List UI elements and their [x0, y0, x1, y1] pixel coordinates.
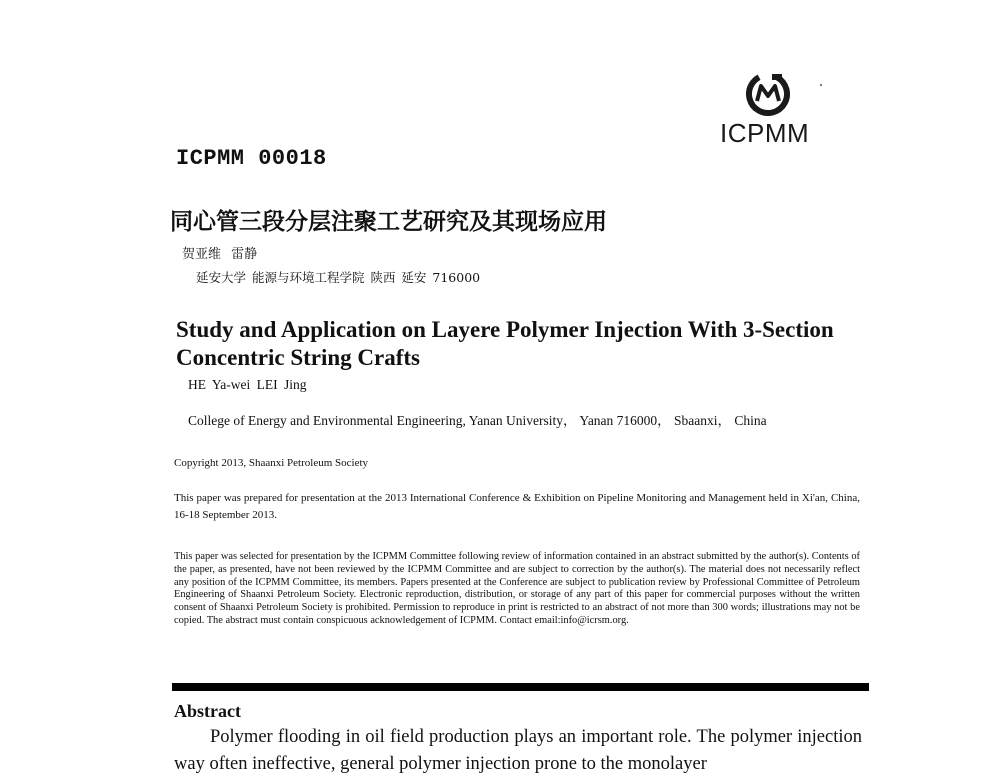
copyright-notice: Copyright 2013, Shaanxi Petroleum Society	[174, 457, 369, 469]
logo-text: ICPMM	[720, 118, 810, 148]
icpmm-logo-icon	[742, 70, 794, 118]
english-authors: HE Ya-wei LEI Jing	[188, 377, 307, 392]
english-affiliation: College of Energy and Environmental Engineering, Yanan University， Yanan 716000， Sbaanxi， China	[188, 413, 767, 428]
abstract-heading: Abstract	[174, 701, 241, 721]
chinese-authors: 贺亚维 雷静	[182, 247, 258, 262]
preparation-note: This paper was prepared for presentation at the 2013 International Conference & Exhibition on Pipeline Monitoring and Management held in Xi'an, China, 16-18 September 2013.	[174, 492, 860, 521]
disclaimer-text: This paper was selected for presentation by the ICPMM Committee following review of information contained in an abstract submitted by the author(s). Contents of the paper, as presented, have not been reviewed by the ICPMM Committee and are subject to correction by the author(s). The material does not necessarily reflect any position of the ICPMM Committee, its members. Papers presented at the Conference are subject to publication review by Professional Committee of Petroleum Engineering of Shaanxi Petroleum Society. Electronic reproduction, distribution, or storage of any part of this paper for commercial purposes without the written consent of Shaanxi Petroleum Society is prohibited. Permission to reproduce in print is restricted to an abstract of not more than 300 words; illustrations may not be copied. The abstract must contain conspicuous acknowledgement of ICPMM. Contact email:info@icrsm.org.	[174, 551, 860, 626]
speck	[820, 84, 822, 86]
section-divider	[172, 683, 869, 691]
chinese-affiliation: 延安大学 能源与环境工程学院 陕西 延安 716000	[196, 270, 481, 285]
abstract-body: Polymer flooding in oil field production plays an important role. The polymer injection way often ineffective, general polymer injection prone to the monolayer	[174, 727, 862, 774]
chinese-title: 同心管三段分层注聚工艺研究及其现场应用	[170, 208, 607, 235]
conference-logo	[720, 70, 820, 149]
paper-id: ICPMM 00018	[176, 146, 327, 171]
english-title: Study and Application on Layere Polymer Injection With 3-Section Concentric String Crafts	[176, 317, 834, 370]
